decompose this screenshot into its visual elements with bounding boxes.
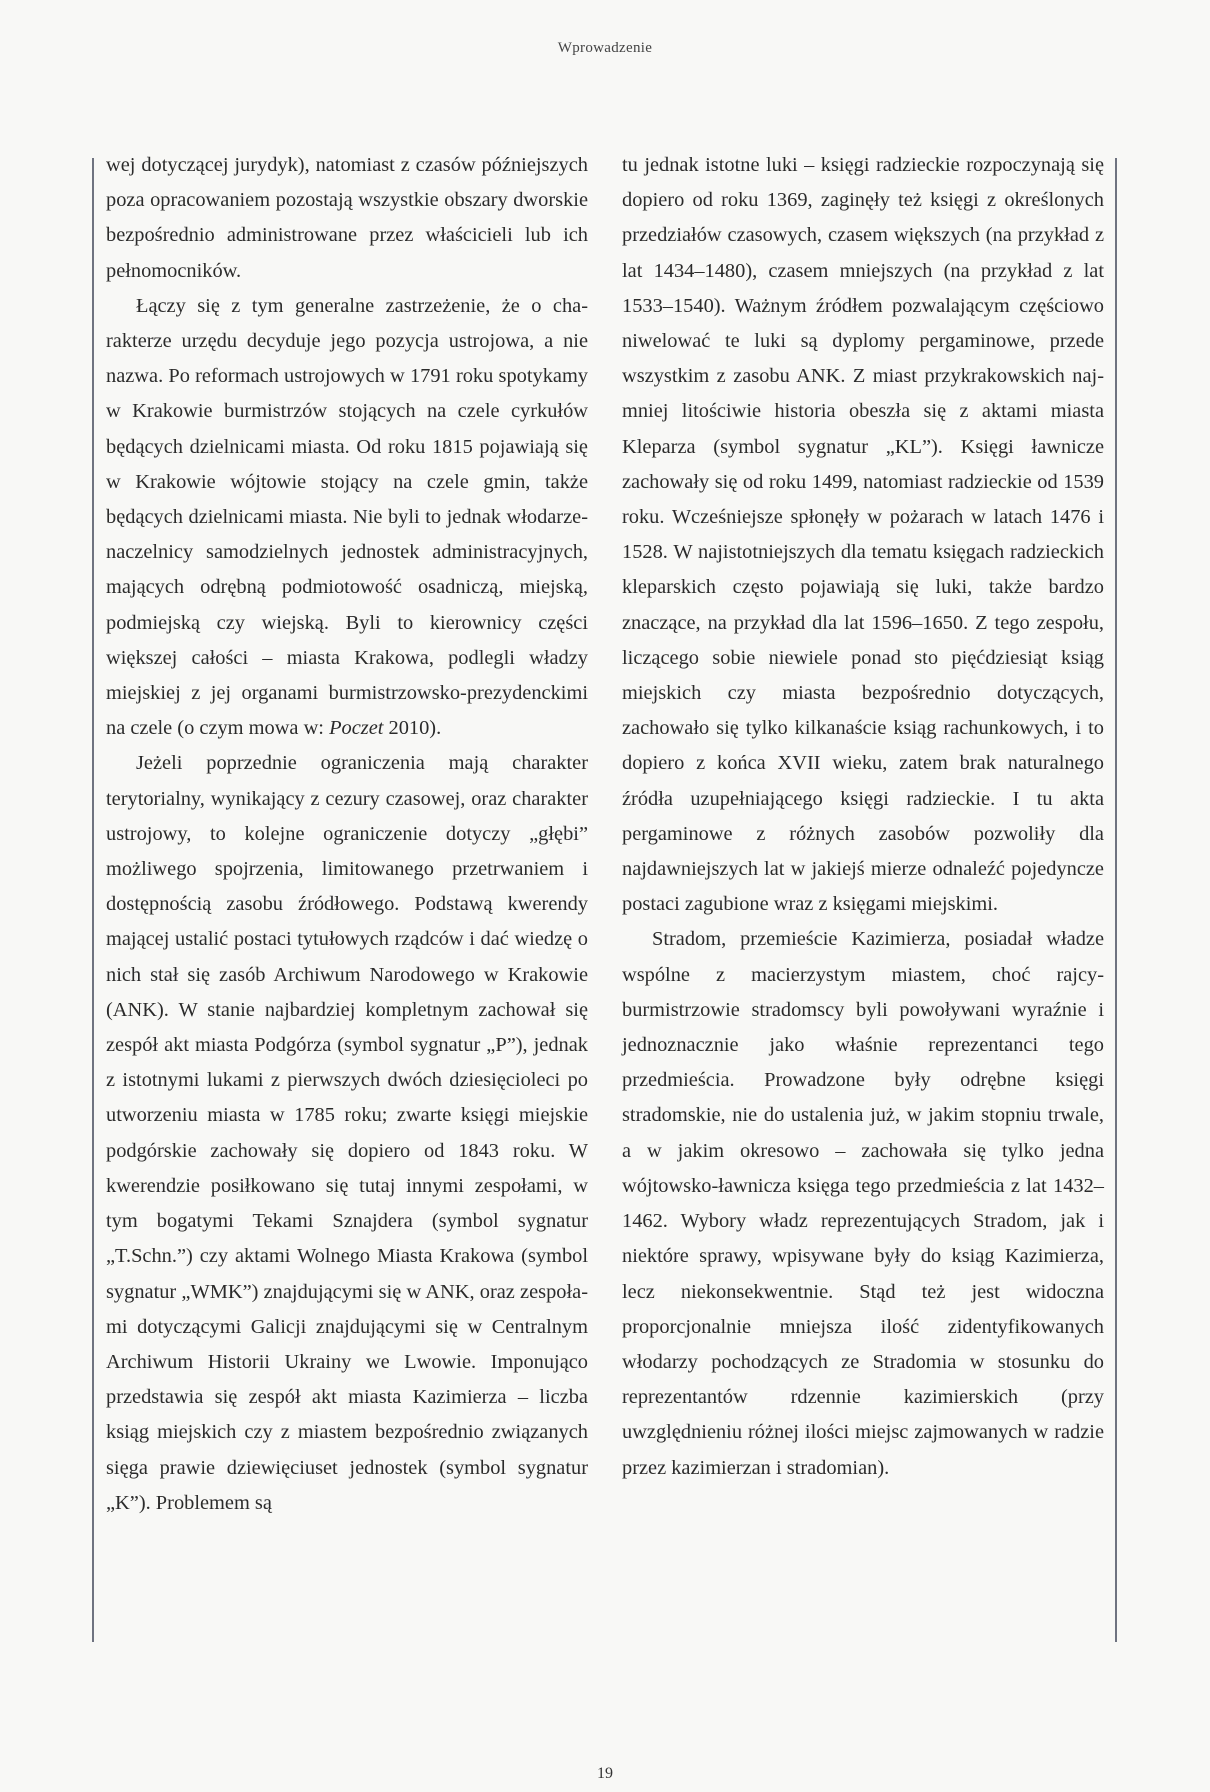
paragraph-text-tail: 2010). [383, 717, 442, 740]
paragraph: Jeżeli poprzednie ograniczenia mają charakter terytorialny, wynikający z cezury czasowej, oraz charakter ustrojowy, to kolejne ograniczenie dotyczy „głębi” możliwego spojrzenia, limitowanego przetrwaniem i dostępnością zasobu źródłowego. Podstawą kwerendy mającej ustalić postaci tytułowych rządców i dać wiedzę o nich stał się zasób Archiwum Narodowego w Krakowie (ANK). W stanie najbardziej kompletnym zachował się zespół akt miasta Podgórza (symbol sygnatur „P”), jednak z istotnymi lukami z pierwszych dwóch dziesięcioleci po utworzeniu miasta w 1785 roku; zwarte księgi miejskie podgórskie zachowały się dopiero od 1843 roku. W kwerendzie posiłkowano się tutaj innymi zespołami, w tym bogatymi Tekami Sznajdera (symbol sygnatur „T.Schn.”) czy aktami Wolnego Miasta Krakowa (symbol sygnatur „WMK”) znajdującymi się w ANK, oraz zespołami dotyczącymi Galicji znajdującymi się w Centralnym Archiwum Historii Ukrainy we Lwowie. Imponująco przedstawia się zespół akt miasta Kazimierza – liczba ksiąg miejskich czy z miastem bezpośrednio związanych sięga prawie dziewięciuset jednostek (symbol sygnatur „K”). Problemem są [106, 752, 588, 1514]
paragraph: wej dotyczącej jurydyk), natomiast z czasów późniejszych poza opracowaniem pozostają wszystkie obszary dworskie bezpośrednio administrowane przez właścicieli lub ich pełnomocników. [106, 154, 588, 282]
page-number: 19 [597, 1765, 613, 1782]
paragraph: tu jednak istotne luki – księgi radzieckie rozpoczynają się dopiero od roku 1369, zaginęły też księgi z określonych przedziałów czasowych, czasem większych (na przykład z lat 1434–1480), czasem mniejszych (na przykład z lat 1533–1540). Ważnym źródłem pozwalającym częściowo niwelować te luki są dyplomy pergaminowe, przede wszystkim z zasobu ANK. Z miast przykrakowskich najmniej litościwie historia obeszła się z aktami miasta Kleparza (symbol sygnatur „KL”). Księgi ławnicze zachowały się od roku 1499, natomiast radzieckie od 1539 roku. Wcześniejsze spłonęły w pożarach w latach 1476 i 1528. W najistotniejszych dla tematu księgach radzieckich kleparskich często pojawiają się luki, także bardzo znaczące, na przykład dla lat 1596–1650. Z tego zespołu, liczącego sobie niewiele ponad sto pięćdziesiąt ksiąg miejskich czy miasta bezpośrednio dotyczących, zachowało się tylko kilkanaście ksiąg rachunkowych, i to dopiero z końca XVII wieku, zatem brak naturalnego źródła uzupełniającego księgi radzieckie. I tu akta pergaminowe z różnych zasobów pozwoliły dla najdawniejszych lat w jakiejś mierze odnaleźć pojedyncze postaci zagubione wraz z księgami miejskimi. [622, 154, 1104, 916]
citation-italic: Poczet [329, 717, 384, 740]
paragraph [106, 289, 588, 747]
left-text-column [106, 148, 588, 1521]
left-margin-rule [92, 158, 94, 1642]
right-margin-rule [1115, 158, 1117, 1642]
right-text-column [622, 148, 1104, 1486]
paragraph: Stradom, przemieście Kazimierza, posiadał władze wspólne z macierzystym miastem, choć rajcy-burmistrzowie stradomscy byli powoływani wyraźnie i jednoznacznie jako właśnie reprezentanci tego przedmieścia. Prowadzone były odrębne księgi stradomskie, nie do ustalenia już, w jakim stopniu trwale, a w jakim okresowo – zachowała się tylko jedna wójtowsko-ławnicza księga tego przedmieścia z lat 1432–1462. Wybory władz reprezentujących Stradom, jak i niektóre sprawy, wpisywane były do ksiąg Kazimierza, lecz niekonsekwentnie. Stąd też jest widoczna proporcjonalnie mniejsza ilość zidentyfikowanych włodarzy pochodzących ze Stradomia w stosunku do reprezentantów rdzennie kazimierskich (przy uwzględnieniu różnej ilości miejsc zajmowanych w radzie przez kazimierzan i stradomian). [622, 928, 1104, 1479]
running-header: Wprowadzenie [557, 40, 653, 56]
paragraph-text: Łączy się z tym generalne zastrzeżenie, że o charakterze urzędu decyduje jego pozycja ustrojowa, a nie nazwa. Po reformach ustrojowych w 1791 roku spotykamy w Krakowie burmistrzów stojących na czele cyrkułów będących dzielnicami miasta. Od roku 1815 pojawiają się w Krakowie wójtowie stojący na czele gmin, także będących dzielnicami miasta. Nie byli to jednak włodarze-naczelnicy samodzielnych jednostek administracyjnych, mających odrębną podmiotowość osadniczą, miejską, podmiejską czy wiejską. Byli to kierownicy części większej całości – miasta Krakowa, podlegli władzy miejskiej z jej organami burmistrzowsko-prezydenckimi na czele (o czym mowa w: [106, 294, 588, 740]
